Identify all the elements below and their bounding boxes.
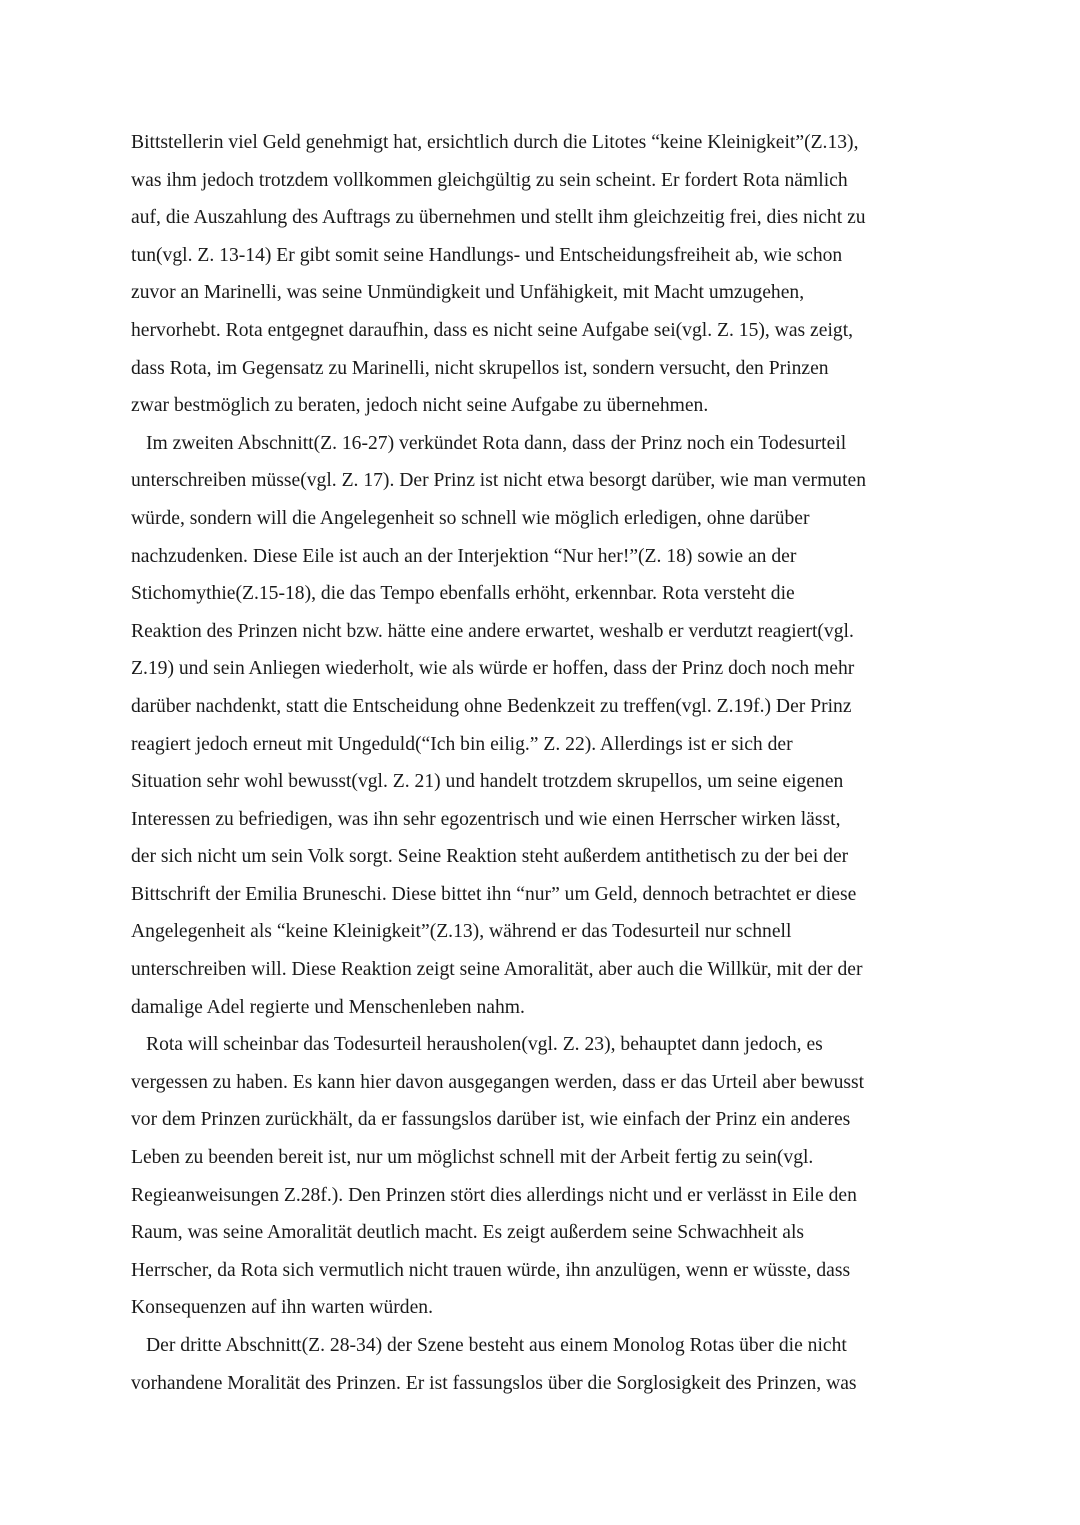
text-line: vor dem Prinzen zurückhält, da er fassungslos darüber ist, wie einfach der Prinz ein anderes <box>131 1109 851 1131</box>
text-line: Bittschrift der Emilia Bruneschi. Diese bittet ihn “nur” um Geld, dennoch betrachtet er diese <box>131 883 857 905</box>
text-line: Interessen zu befriedigen, was ihn sehr egozentrisch und wie einen Herrscher wirken lässt, <box>131 808 841 830</box>
text-line: Stichomythie(Z.15-18), die das Tempo ebenfalls erhöht, erkennbar. Rota versteht die <box>131 583 795 605</box>
text-line: reagiert jedoch erneut mit Ungeduld(“Ich bin eilig.” Z. 22). Allerdings ist er sich der <box>131 733 793 755</box>
text-line: Situation sehr wohl bewusst(vgl. Z. 21) und handelt trotzdem skrupellos, um seine eigenen <box>131 771 844 793</box>
text-line: Bittstellerin viel Geld genehmigt hat, ersichtlich durch die Litotes “keine Kleinigkeit”(Z.13), <box>131 132 859 153</box>
text-line: hervorhebt. Rota entgegnet daraufhin, dass es nicht seine Aufgabe sei(vgl. Z. 15), was zeigt, <box>131 319 854 341</box>
text-line: Regieanweisungen Z.28f.). Den Prinzen stört dies allerdings nicht und er verlässt in Eile den <box>131 1184 857 1206</box>
essay-text <box>131 124 961 1402</box>
text-line: würde, sondern will die Angelegenheit so schnell wie möglich erledigen, ohne darüber <box>131 507 810 529</box>
text-line: unterschreiben müsse(vgl. Z. 17). Der Prinz ist nicht etwa besorgt darüber, wie man vermuten <box>131 470 867 492</box>
text-line: was ihm jedoch trotzdem vollkommen gleichgültig zu sein scheint. Er fordert Rota nämlich <box>131 169 848 191</box>
text-line: auf, die Auszahlung des Auftrags zu übernehmen und stellt ihm gleichzeitig frei, dies nicht zu <box>131 207 866 229</box>
text-line: Angelegenheit als “keine Kleinigkeit”(Z.13), während er das Todesurteil nur schnell <box>131 921 792 943</box>
text-line: zuvor an Marinelli, was seine Unmündigkeit und Unfähigkeit, mit Macht umzugehen, <box>131 282 805 304</box>
text-line: nachzudenken. Diese Eile ist auch an der Interjektion “Nur her!”(Z. 18) sowie an der <box>131 545 797 567</box>
text-line: Raum, was seine Amoralität deutlich macht. Es zeigt außerdem seine Schwachheit als <box>131 1222 805 1244</box>
text-line: vorhandene Moralität des Prinzen. Er ist fassungslos über die Sorglosigkeit des Prinzen, was <box>131 1372 857 1394</box>
text-line: Herrscher, da Rota sich vermutlich nicht trauen würde, ihn anzulügen, wenn er wüsste, dass <box>131 1259 851 1281</box>
text-line: zwar bestmöglich zu beraten, jedoch nicht seine Aufgabe zu übernehmen. <box>131 395 709 417</box>
text-line: Leben zu beenden bereit ist, nur um möglichst schnell mit der Arbeit fertig zu sein(vgl. <box>131 1147 814 1169</box>
text-line: Rota will scheinbar das Todesurteil herausholen(vgl. Z. 23), behauptet dann jedoch, es <box>146 1034 823 1056</box>
text-line: damalige Adel regierte und Menschenleben nahm. <box>131 996 525 1018</box>
text-line: unterschreiben will. Diese Reaktion zeigt seine Amoralität, aber auch die Willkür, mit der der <box>131 959 863 981</box>
text-line: vergessen zu haben. Es kann hier davon ausgegangen werden, dass er das Urteil aber bewusst <box>131 1071 865 1093</box>
text-line: tun(vgl. Z. 13-14) Er gibt somit seine Handlungs- und Entscheidungsfreiheit ab, wie schon <box>131 244 843 266</box>
text-line: der sich nicht um sein Volk sorgt. Seine Reaktion steht außerdem antithetisch zu der bei der <box>131 846 849 868</box>
text-line: Der dritte Abschnitt(Z. 28-34) der Szene besteht aus einem Monolog Rotas über die nicht <box>146 1335 847 1356</box>
text-line: Konsequenzen auf ihn warten würden. <box>131 1297 433 1319</box>
text-line: dass Rota, im Gegensatz zu Marinelli, nicht skrupellos ist, sondern versucht, den Prinzen <box>131 357 829 379</box>
text-line: darüber nachdenkt, statt die Entscheidung ohne Bedenkzeit zu treffen(vgl. Z.19f.) Der Prinz <box>131 695 852 717</box>
text-line: Reaktion des Prinzen nicht bzw. hätte eine andere erwartet, weshalb er verdutzt reagiert(vgl. <box>131 620 854 642</box>
text-line: Im zweiten Abschnitt(Z. 16-27) verkündet Rota dann, dass der Prinz noch ein Todesurteil <box>146 432 847 454</box>
text-line: Z.19) und sein Anliegen wiederholt, wie als würde er hoffen, dass der Prinz doch noch mehr <box>131 658 855 680</box>
